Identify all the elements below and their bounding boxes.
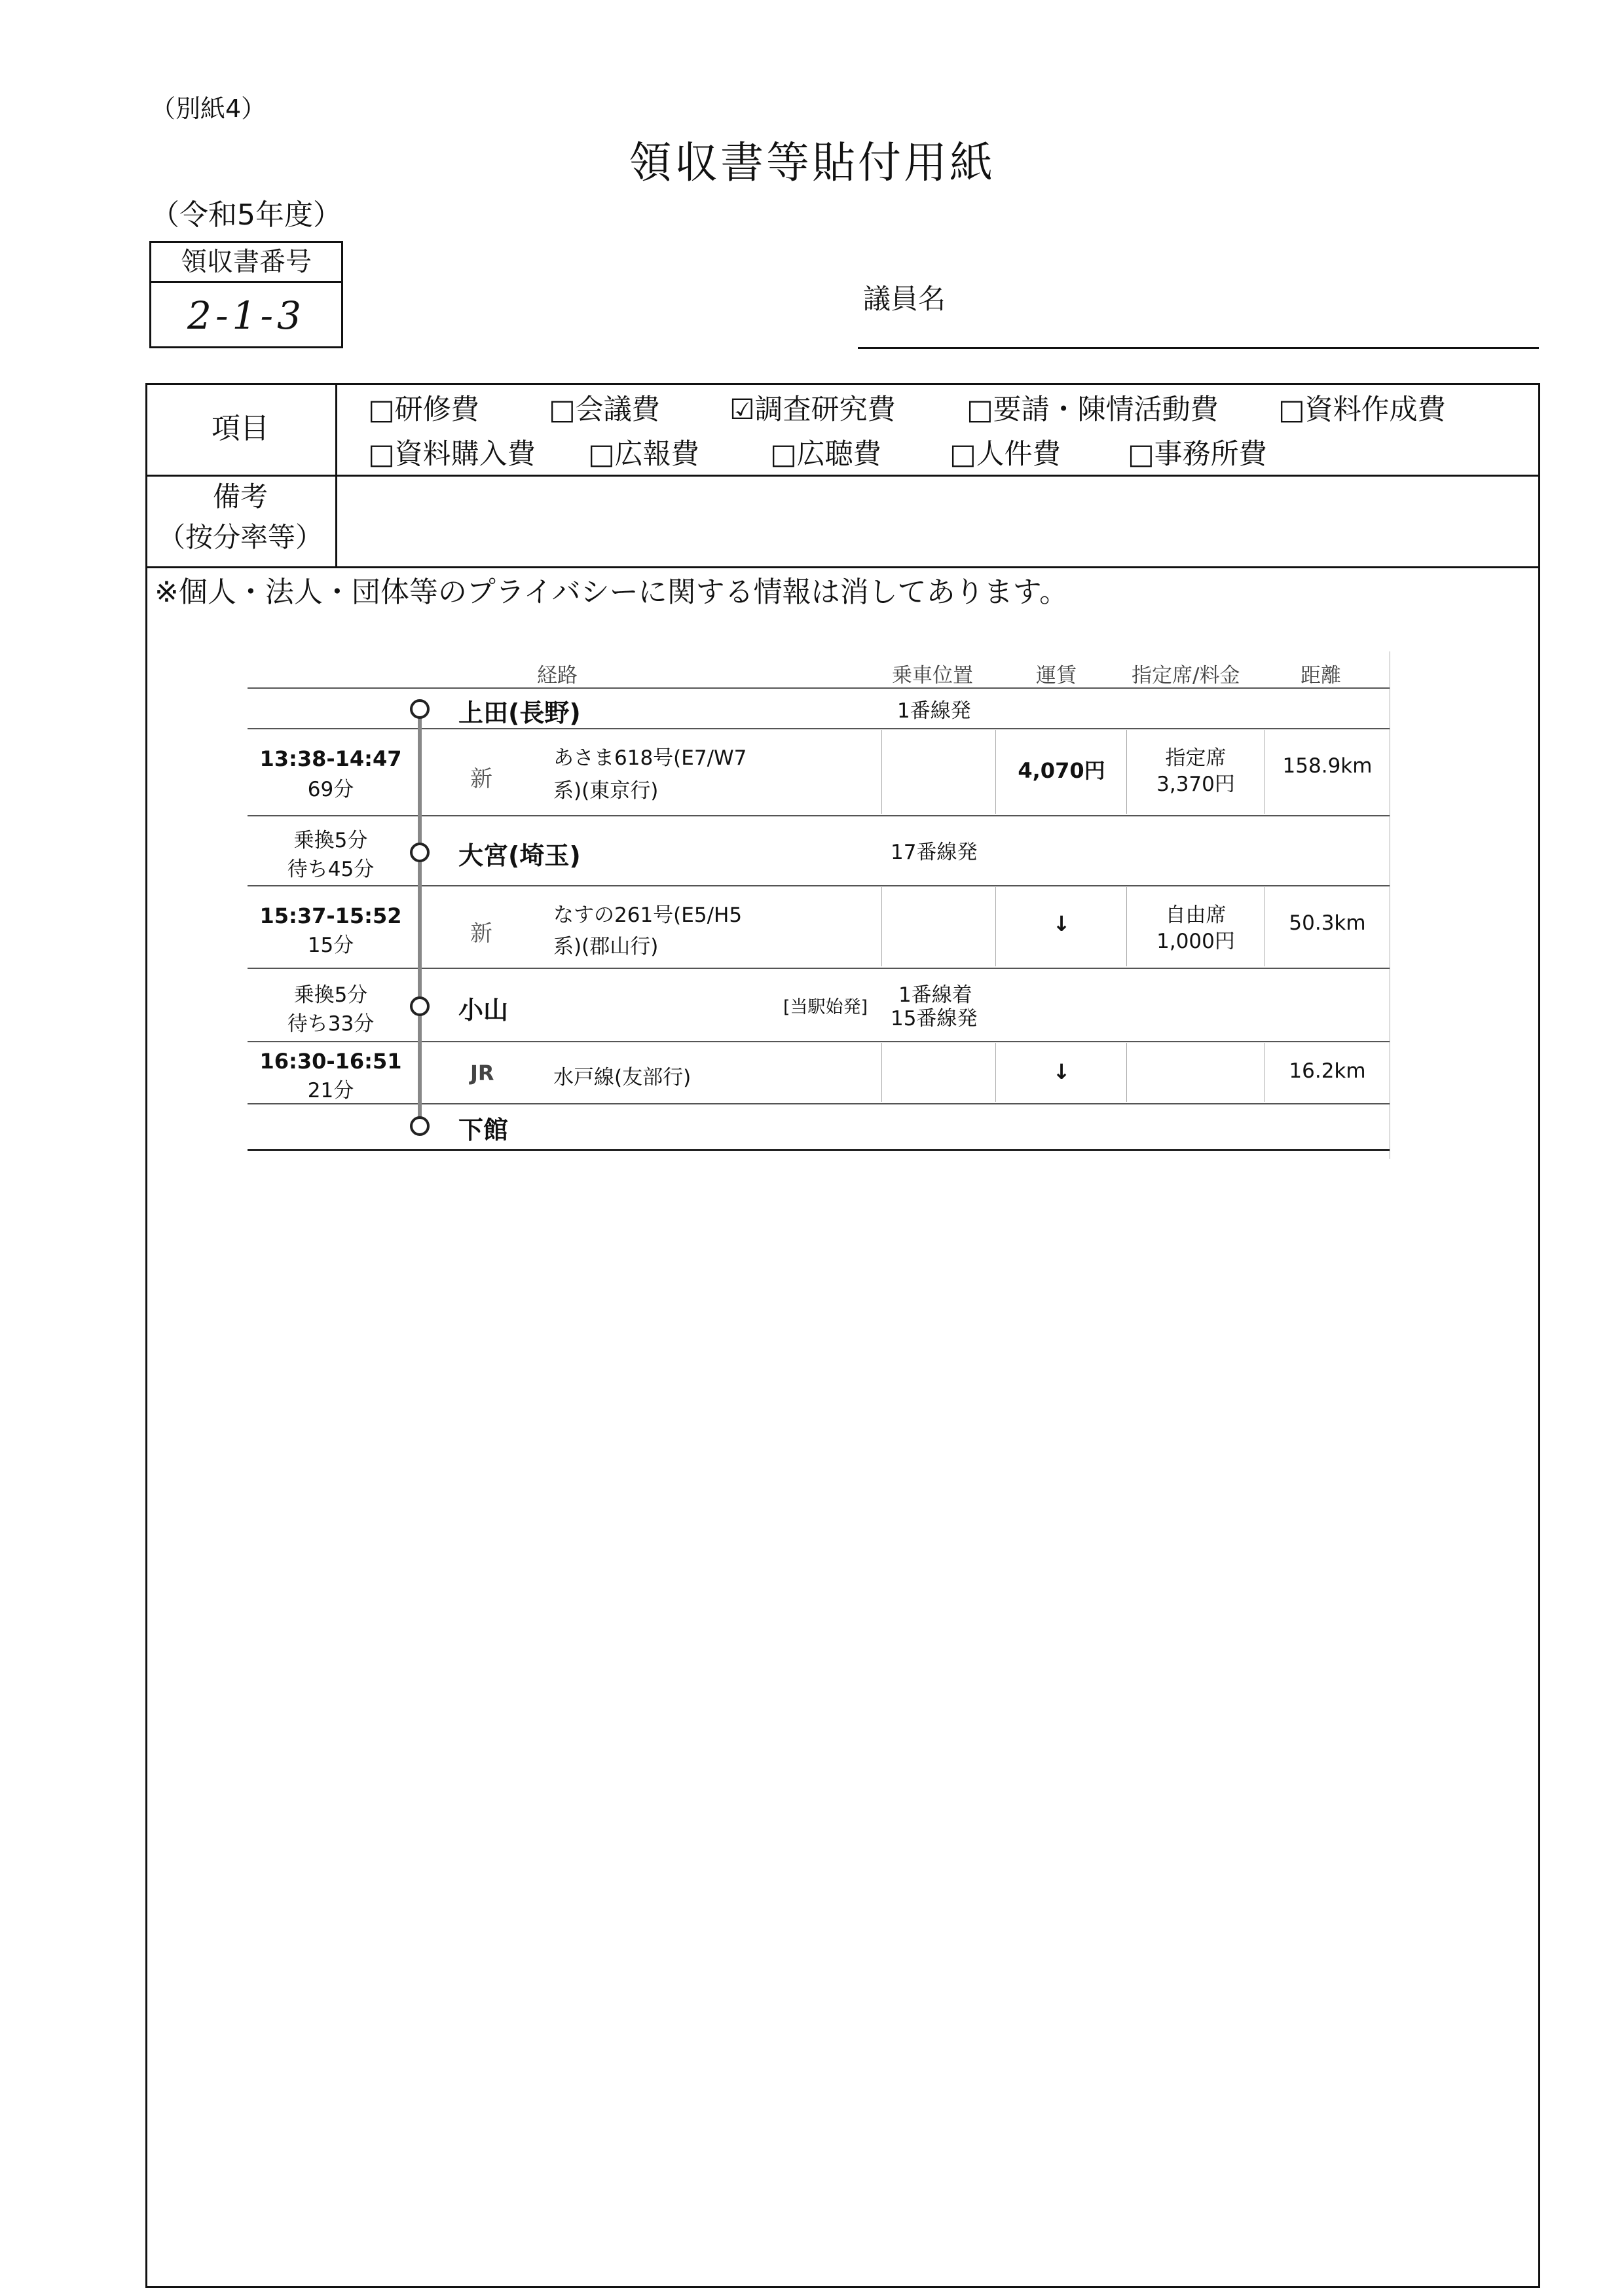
wait-time: 待ち45分 (287, 858, 375, 881)
station-name: 大宮(埼玉) (458, 841, 581, 870)
station-marker (410, 996, 430, 1016)
station-platform: 1番線着 (898, 983, 972, 1007)
item-label: 項目 (212, 412, 269, 445)
segment-fare: ↓ (1052, 1059, 1071, 1084)
segment-distance: 50.3km (1289, 911, 1366, 935)
receipt-number-label: 領収書番号 (151, 243, 341, 283)
notes-label (145, 477, 335, 558)
station-name: 小山 (458, 996, 509, 1025)
train-type-icon: JR (470, 1061, 494, 1085)
category-checkbox[interactable]: □資料作成費 (1278, 393, 1446, 426)
header-route: 経路 (537, 664, 578, 687)
column-rule (1126, 730, 1127, 814)
receipt-number-value: 2-1-3 (187, 293, 305, 338)
train-name: 系)(郡山行) (553, 935, 659, 958)
annex-label: （別紙4） (151, 94, 267, 123)
segment-duration: 69分 (307, 778, 354, 801)
notes-label-line: 備考 (212, 481, 268, 513)
segment-distance: 158.9km (1282, 754, 1373, 778)
segment-time: 13:38-14:47 (259, 746, 402, 771)
station-note: [当駅始発] (783, 997, 868, 1017)
header-platform: 乗車位置 (892, 664, 973, 687)
category-checkbox[interactable]: □会議費 (549, 393, 660, 426)
header-distance: 距離 (1301, 664, 1341, 687)
category-checkbox[interactable]: □広報費 (588, 438, 699, 471)
category-checkbox[interactable]: □広聴費 (770, 438, 881, 471)
header-fare: 運賃 (1036, 664, 1077, 687)
member-name-line (858, 347, 1539, 349)
column-rule (881, 887, 882, 966)
category-checkbox[interactable]: □事務所費 (1128, 438, 1267, 471)
receipt-number-box (149, 241, 343, 348)
train-name: 水戸線(友部行) (553, 1066, 692, 1089)
column-rule (881, 1043, 882, 1102)
station-marker (410, 1116, 430, 1136)
column-rule (1126, 887, 1127, 966)
privacy-note: ※個人・法人・団体等のプライバシーに関する情報は消してあります。 (155, 575, 1069, 609)
seat-type: 指定席 (1165, 746, 1227, 770)
segment-fare: ↓ (1052, 911, 1071, 936)
category-checkbox[interactable]: □研修費 (368, 393, 479, 426)
form-divider (335, 383, 337, 566)
category-checkbox[interactable]: □資料購入費 (368, 438, 536, 471)
station-marker (410, 699, 430, 719)
train-name: あさま618号(E7/W7 (553, 746, 747, 770)
train-type-icon: 新 (470, 920, 492, 947)
segment-time: 15:37-15:52 (259, 903, 402, 928)
segment-distance: 16.2km (1289, 1059, 1366, 1083)
column-rule (995, 1043, 996, 1102)
table-rule (248, 687, 1390, 689)
station-platform: 17番線発 (891, 841, 978, 864)
column-rule (881, 730, 882, 814)
segment-duration: 21分 (307, 1079, 354, 1102)
station-platform: 15番線発 (891, 1007, 978, 1030)
wait-time: 待ち33分 (287, 1012, 375, 1036)
transfer-time: 乗換5分 (293, 983, 368, 1007)
train-type-icon: 新 (470, 766, 492, 792)
header-reserved: 指定席/料金 (1132, 664, 1240, 687)
train-name: なすの261号(E5/H5 (553, 903, 743, 927)
column-rule (995, 887, 996, 966)
station-name: 下館 (458, 1116, 509, 1144)
transfer-time: 乗換5分 (293, 829, 368, 852)
column-rule (995, 730, 996, 814)
train-name: 系)(東京行) (553, 779, 659, 803)
category-checkbox[interactable]: ☑調査研究費 (729, 393, 896, 426)
notes-label-line: （按分率等） (157, 521, 323, 553)
station-marker (410, 843, 430, 862)
document-title: 領収書等貼付用紙 (629, 137, 995, 188)
segment-time: 16:30-16:51 (259, 1049, 402, 1074)
seat-type: 自由席 (1165, 903, 1227, 927)
station-name: 上田(長野) (458, 699, 581, 727)
segment-duration: 15分 (307, 934, 354, 957)
category-checkbox[interactable]: □要請・陳情活動費 (967, 393, 1219, 426)
form-divider (145, 475, 1540, 477)
fiscal-year: （令和5年度） (151, 198, 342, 232)
station-platform: 1番線発 (897, 699, 971, 723)
segment-fare: 4,070円 (1018, 758, 1105, 783)
table-rule (248, 1149, 1390, 1151)
column-rule (1126, 1043, 1127, 1102)
category-checkbox[interactable]: □人件費 (950, 438, 1061, 471)
route-line (418, 710, 422, 1129)
seat-charge: 1,000円 (1156, 930, 1235, 953)
member-name-label: 議員名 (863, 283, 946, 315)
seat-charge: 3,370円 (1156, 773, 1235, 796)
